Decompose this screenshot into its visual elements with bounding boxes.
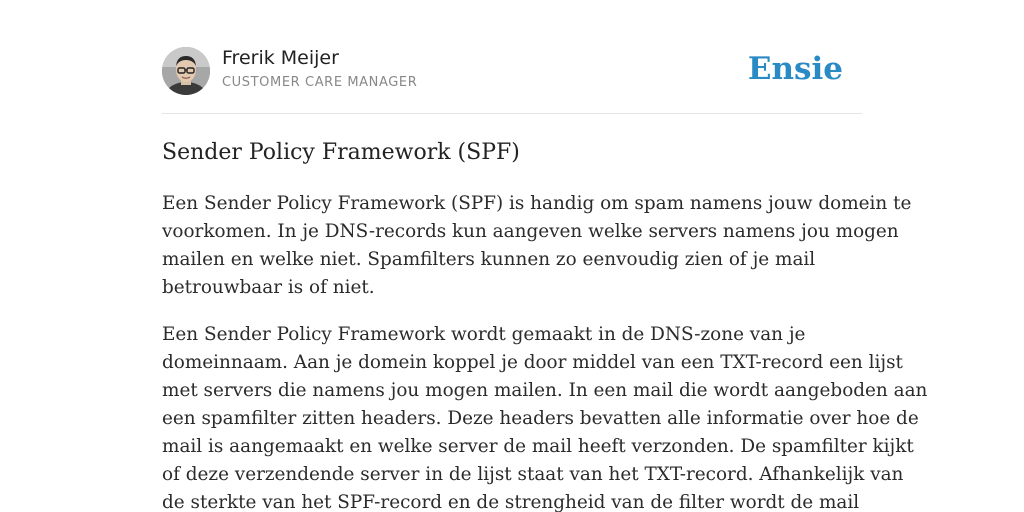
paragraph-line: mail is aangemaakt en welke server de mail heeft verzonden. De spamfilter kijkt: [162, 436, 914, 457]
article-paragraph: [162, 321, 928, 512]
paragraph-line: voorkomen. In je DNS-records kun aangeven welke servers namens jou mogen: [162, 221, 899, 242]
author-role: CUSTOMER CARE MANAGER: [222, 75, 418, 90]
article-title: Sender Policy Framework (SPF): [162, 140, 520, 165]
author-name[interactable]: Frerik Meijer: [222, 47, 339, 69]
paragraph-line: een spamfilter zitten headers. Deze headers bevatten alle informatie over hoe de: [162, 408, 919, 429]
author-header: [162, 0, 862, 114]
person-photo-icon: [162, 47, 210, 95]
paragraph-line: of deze verzendende server in de lijst staat van het TXT-record. Afhankelijk van: [162, 464, 904, 485]
paragraph-line: Een Sender Policy Framework wordt gemaakt in de DNS-zone van je: [162, 324, 806, 345]
avatar[interactable]: [162, 47, 210, 95]
paragraph-line: met servers die namens jou mogen mailen. In een mail die wordt aangeboden aan: [162, 380, 928, 401]
paragraph-line: Een Sender Policy Framework (SPF) is handig om spam namens jouw domein te: [162, 193, 912, 214]
brand-logo[interactable]: Ensie: [747, 51, 843, 87]
paragraph-line: domeinnaam. Aan je domein koppel je door middel van een TXT-record een lijst: [162, 352, 903, 373]
paragraph-line: de sterkte van het SPF-record en de strengheid van de filter wordt de mail: [162, 492, 860, 512]
paragraph-line: mailen en welke niet. Spamfilters kunnen zo eenvoudig zien of je mail: [162, 249, 816, 270]
paragraph-line: betrouwbaar is of niet.: [162, 277, 375, 298]
article-paragraph: [162, 190, 912, 302]
article-card: [162, 0, 928, 512]
